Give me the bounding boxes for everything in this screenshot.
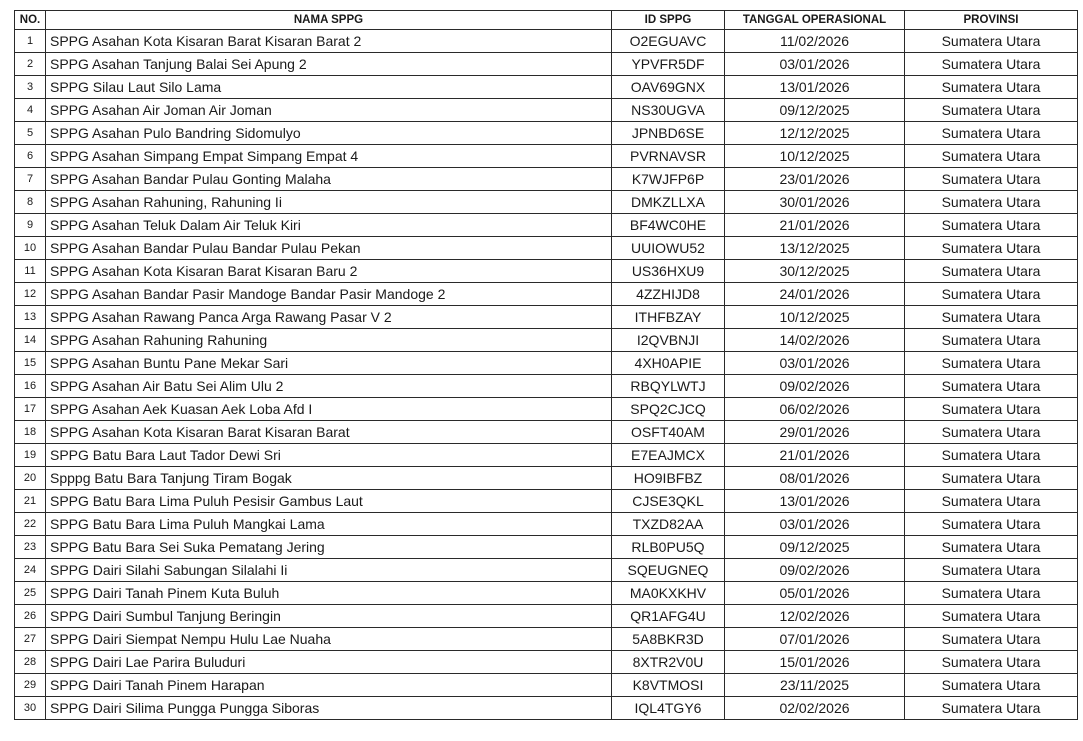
cell-nama-sppg: SPPG Dairi Sumbul Tanjung Beringin — [46, 605, 612, 628]
cell-nama-sppg: SPPG Dairi Tanah Pinem Kuta Buluh — [46, 582, 612, 605]
table-row — [15, 53, 1078, 76]
cell-tanggal-operasional: 21/01/2026 — [725, 214, 905, 237]
header-id-sppg: ID SPPG — [612, 11, 725, 30]
cell-nama-sppg: SPPG Batu Bara Lima Puluh Pesisir Gambus Laut — [46, 490, 612, 513]
table-row — [15, 122, 1078, 145]
cell-tanggal-operasional: 02/02/2026 — [725, 697, 905, 720]
cell-provinsi: Sumatera Utara — [905, 352, 1078, 375]
table-row — [15, 582, 1078, 605]
cell-provinsi: Sumatera Utara — [905, 674, 1078, 697]
cell-id-sppg: 4XH0APIE — [612, 352, 725, 375]
table-row — [15, 490, 1078, 513]
cell-no: 10 — [15, 237, 46, 260]
cell-provinsi: Sumatera Utara — [905, 398, 1078, 421]
cell-provinsi: Sumatera Utara — [905, 444, 1078, 467]
cell-nama-sppg: SPPG Asahan Kota Kisaran Barat Kisaran Barat 2 — [46, 30, 612, 53]
cell-no: 28 — [15, 651, 46, 674]
table-row — [15, 674, 1078, 697]
cell-nama-sppg: SPPG Asahan Bandar Pulau Bandar Pulau Pekan — [46, 237, 612, 260]
cell-nama-sppg: SPPG Dairi Silahi Sabungan Silalahi Ii — [46, 559, 612, 582]
cell-no: 3 — [15, 76, 46, 99]
cell-id-sppg: O2EGUAVC — [612, 30, 725, 53]
cell-nama-sppg: SPPG Asahan Rahuning Rahuning — [46, 329, 612, 352]
table-row — [15, 697, 1078, 720]
table-row — [15, 536, 1078, 559]
cell-id-sppg: 4ZZHIJD8 — [612, 283, 725, 306]
cell-nama-sppg: SPPG Asahan Pulo Bandring Sidomulyo — [46, 122, 612, 145]
cell-no: 26 — [15, 605, 46, 628]
cell-nama-sppg: SPPG Dairi Lae Parira Buluduri — [46, 651, 612, 674]
cell-nama-sppg: SPPG Batu Bara Lima Puluh Mangkai Lama — [46, 513, 612, 536]
cell-id-sppg: E7EAJMCX — [612, 444, 725, 467]
cell-provinsi: Sumatera Utara — [905, 99, 1078, 122]
cell-nama-sppg: SPPG Asahan Tanjung Balai Sei Apung 2 — [46, 53, 612, 76]
cell-tanggal-operasional: 14/02/2026 — [725, 329, 905, 352]
cell-provinsi: Sumatera Utara — [905, 697, 1078, 720]
cell-tanggal-operasional: 03/01/2026 — [725, 513, 905, 536]
table-row — [15, 375, 1078, 398]
table-row — [15, 605, 1078, 628]
cell-id-sppg: OAV69GNX — [612, 76, 725, 99]
cell-nama-sppg: SPPG Batu Bara Sei Suka Pematang Jering — [46, 536, 612, 559]
cell-provinsi: Sumatera Utara — [905, 467, 1078, 490]
cell-provinsi: Sumatera Utara — [905, 582, 1078, 605]
cell-provinsi: Sumatera Utara — [905, 421, 1078, 444]
cell-id-sppg: IQL4TGY6 — [612, 697, 725, 720]
cell-no: 30 — [15, 697, 46, 720]
cell-id-sppg: RBQYLWTJ — [612, 375, 725, 398]
cell-nama-sppg: SPPG Dairi Siempat Nempu Hulu Lae Nuaha — [46, 628, 612, 651]
table-header — [15, 11, 1078, 30]
table-row — [15, 99, 1078, 122]
cell-nama-sppg: Spppg Batu Bara Tanjung Tiram Bogak — [46, 467, 612, 490]
cell-id-sppg: UUIOWU52 — [612, 237, 725, 260]
cell-tanggal-operasional: 09/02/2026 — [725, 559, 905, 582]
cell-no: 25 — [15, 582, 46, 605]
cell-no: 8 — [15, 191, 46, 214]
cell-provinsi: Sumatera Utara — [905, 375, 1078, 398]
cell-provinsi: Sumatera Utara — [905, 559, 1078, 582]
cell-tanggal-operasional: 29/01/2026 — [725, 421, 905, 444]
header-nama-sppg: NAMA SPPG — [46, 11, 612, 30]
cell-nama-sppg: SPPG Asahan Buntu Pane Mekar Sari — [46, 352, 612, 375]
table-row — [15, 260, 1078, 283]
cell-no: 24 — [15, 559, 46, 582]
table-body — [15, 30, 1078, 720]
cell-tanggal-operasional: 03/01/2026 — [725, 53, 905, 76]
cell-nama-sppg: SPPG Asahan Simpang Empat Simpang Empat 4 — [46, 145, 612, 168]
cell-no: 4 — [15, 99, 46, 122]
cell-nama-sppg: SPPG Asahan Rahuning, Rahuning Ii — [46, 191, 612, 214]
cell-id-sppg: YPVFR5DF — [612, 53, 725, 76]
cell-no: 16 — [15, 375, 46, 398]
cell-nama-sppg: SPPG Asahan Teluk Dalam Air Teluk Kiri — [46, 214, 612, 237]
cell-id-sppg: 5A8BKR3D — [612, 628, 725, 651]
cell-no: 21 — [15, 490, 46, 513]
cell-no: 22 — [15, 513, 46, 536]
table-row — [15, 398, 1078, 421]
cell-provinsi: Sumatera Utara — [905, 191, 1078, 214]
cell-provinsi: Sumatera Utara — [905, 306, 1078, 329]
cell-id-sppg: SPQ2CJCQ — [612, 398, 725, 421]
cell-provinsi: Sumatera Utara — [905, 168, 1078, 191]
cell-id-sppg: NS30UGVA — [612, 99, 725, 122]
cell-tanggal-operasional: 10/12/2025 — [725, 306, 905, 329]
cell-no: 20 — [15, 467, 46, 490]
cell-no: 11 — [15, 260, 46, 283]
cell-nama-sppg: SPPG Asahan Aek Kuasan Aek Loba Afd I — [46, 398, 612, 421]
cell-tanggal-operasional: 23/11/2025 — [725, 674, 905, 697]
cell-nama-sppg: SPPG Asahan Kota Kisaran Barat Kisaran Barat — [46, 421, 612, 444]
cell-no: 7 — [15, 168, 46, 191]
cell-id-sppg: JPNBD6SE — [612, 122, 725, 145]
cell-no: 9 — [15, 214, 46, 237]
cell-nama-sppg: SPPG Dairi Tanah Pinem Harapan — [46, 674, 612, 697]
cell-no: 12 — [15, 283, 46, 306]
cell-tanggal-operasional: 07/01/2026 — [725, 628, 905, 651]
cell-tanggal-operasional: 03/01/2026 — [725, 352, 905, 375]
cell-tanggal-operasional: 10/12/2025 — [725, 145, 905, 168]
cell-provinsi: Sumatera Utara — [905, 53, 1078, 76]
cell-tanggal-operasional: 21/01/2026 — [725, 444, 905, 467]
table-row — [15, 191, 1078, 214]
cell-provinsi: Sumatera Utara — [905, 490, 1078, 513]
cell-no: 17 — [15, 398, 46, 421]
cell-tanggal-operasional: 23/01/2026 — [725, 168, 905, 191]
table-row — [15, 214, 1078, 237]
cell-nama-sppg: SPPG Asahan Rawang Panca Arga Rawang Pasar V 2 — [46, 306, 612, 329]
cell-no: 14 — [15, 329, 46, 352]
table-row — [15, 306, 1078, 329]
cell-id-sppg: HO9IBFBZ — [612, 467, 725, 490]
cell-no: 6 — [15, 145, 46, 168]
cell-provinsi: Sumatera Utara — [905, 651, 1078, 674]
cell-tanggal-operasional: 24/01/2026 — [725, 283, 905, 306]
table-row — [15, 559, 1078, 582]
cell-no: 15 — [15, 352, 46, 375]
cell-provinsi: Sumatera Utara — [905, 605, 1078, 628]
cell-id-sppg: K8VTMOSI — [612, 674, 725, 697]
cell-id-sppg: RLB0PU5Q — [612, 536, 725, 559]
cell-id-sppg: QR1AFG4U — [612, 605, 725, 628]
header-tanggal-operasional: TANGGAL OPERASIONAL — [725, 11, 905, 30]
cell-id-sppg: SQEUGNEQ — [612, 559, 725, 582]
cell-nama-sppg: SPPG Batu Bara Laut Tador Dewi Sri — [46, 444, 612, 467]
cell-provinsi: Sumatera Utara — [905, 145, 1078, 168]
cell-provinsi: Sumatera Utara — [905, 628, 1078, 651]
header-no: NO. — [15, 11, 46, 30]
table-row — [15, 76, 1078, 99]
cell-no: 5 — [15, 122, 46, 145]
table-row — [15, 168, 1078, 191]
cell-nama-sppg: SPPG Dairi Silima Pungga Pungga Siboras — [46, 697, 612, 720]
cell-id-sppg: BF4WC0HE — [612, 214, 725, 237]
cell-provinsi: Sumatera Utara — [905, 237, 1078, 260]
cell-provinsi: Sumatera Utara — [905, 329, 1078, 352]
cell-tanggal-operasional: 13/12/2025 — [725, 237, 905, 260]
cell-provinsi: Sumatera Utara — [905, 76, 1078, 99]
table-row — [15, 651, 1078, 674]
cell-provinsi: Sumatera Utara — [905, 30, 1078, 53]
table-row — [15, 628, 1078, 651]
table-row — [15, 30, 1078, 53]
sppg-table — [14, 10, 1078, 720]
cell-no: 18 — [15, 421, 46, 444]
table-row — [15, 467, 1078, 490]
cell-id-sppg: PVRNAVSR — [612, 145, 725, 168]
cell-nama-sppg: SPPG Silau Laut Silo Lama — [46, 76, 612, 99]
cell-tanggal-operasional: 13/01/2026 — [725, 490, 905, 513]
cell-tanggal-operasional: 30/01/2026 — [725, 191, 905, 214]
cell-id-sppg: OSFT40AM — [612, 421, 725, 444]
cell-tanggal-operasional: 09/02/2026 — [725, 375, 905, 398]
cell-provinsi: Sumatera Utara — [905, 260, 1078, 283]
cell-provinsi: Sumatera Utara — [905, 214, 1078, 237]
cell-tanggal-operasional: 15/01/2026 — [725, 651, 905, 674]
table-row — [15, 237, 1078, 260]
cell-nama-sppg: SPPG Asahan Bandar Pulau Gonting Malaha — [46, 168, 612, 191]
table-row — [15, 421, 1078, 444]
cell-tanggal-operasional: 30/12/2025 — [725, 260, 905, 283]
cell-id-sppg: ITHFBZAY — [612, 306, 725, 329]
cell-provinsi: Sumatera Utara — [905, 536, 1078, 559]
cell-id-sppg: TXZD82AA — [612, 513, 725, 536]
table-row — [15, 329, 1078, 352]
sppg-table-sheet — [14, 10, 1077, 720]
cell-tanggal-operasional: 06/02/2026 — [725, 398, 905, 421]
cell-no: 29 — [15, 674, 46, 697]
table-row — [15, 283, 1078, 306]
cell-tanggal-operasional: 12/02/2026 — [725, 605, 905, 628]
cell-id-sppg: DMKZLLXA — [612, 191, 725, 214]
cell-id-sppg: 8XTR2V0U — [612, 651, 725, 674]
table-row — [15, 513, 1078, 536]
cell-tanggal-operasional: 09/12/2025 — [725, 536, 905, 559]
cell-nama-sppg: SPPG Asahan Bandar Pasir Mandoge Bandar Pasir Mandoge 2 — [46, 283, 612, 306]
cell-id-sppg: MA0KXKHV — [612, 582, 725, 605]
cell-id-sppg: CJSE3QKL — [612, 490, 725, 513]
cell-id-sppg: I2QVBNJI — [612, 329, 725, 352]
table-row — [15, 444, 1078, 467]
table-row — [15, 145, 1078, 168]
cell-nama-sppg: SPPG Asahan Air Batu Sei Alim Ulu 2 — [46, 375, 612, 398]
cell-no: 1 — [15, 30, 46, 53]
cell-no: 27 — [15, 628, 46, 651]
cell-no: 23 — [15, 536, 46, 559]
header-row — [15, 11, 1078, 30]
header-provinsi: PROVINSI — [905, 11, 1078, 30]
cell-tanggal-operasional: 05/01/2026 — [725, 582, 905, 605]
cell-nama-sppg: SPPG Asahan Kota Kisaran Barat Kisaran Baru 2 — [46, 260, 612, 283]
cell-no: 13 — [15, 306, 46, 329]
cell-nama-sppg: SPPG Asahan Air Joman Air Joman — [46, 99, 612, 122]
cell-tanggal-operasional: 11/02/2026 — [725, 30, 905, 53]
cell-provinsi: Sumatera Utara — [905, 283, 1078, 306]
cell-tanggal-operasional: 12/12/2025 — [725, 122, 905, 145]
cell-provinsi: Sumatera Utara — [905, 513, 1078, 536]
cell-no: 19 — [15, 444, 46, 467]
cell-id-sppg: US36HXU9 — [612, 260, 725, 283]
cell-provinsi: Sumatera Utara — [905, 122, 1078, 145]
cell-id-sppg: K7WJFP6P — [612, 168, 725, 191]
cell-tanggal-operasional: 09/12/2025 — [725, 99, 905, 122]
cell-tanggal-operasional: 08/01/2026 — [725, 467, 905, 490]
cell-tanggal-operasional: 13/01/2026 — [725, 76, 905, 99]
table-row — [15, 352, 1078, 375]
cell-no: 2 — [15, 53, 46, 76]
